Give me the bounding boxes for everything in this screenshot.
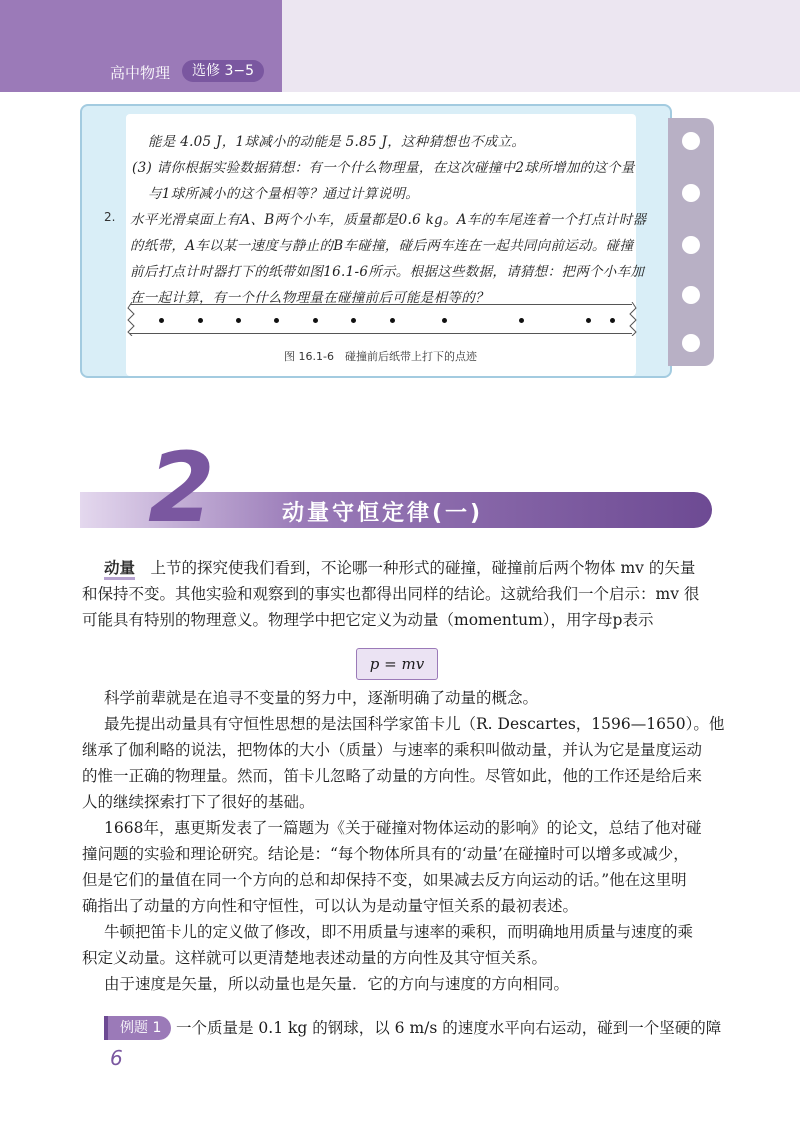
paragraph-line: 和保持不变。其他实验和观察到的事实也都得出同样的结论。这就给我们一个启示：mv 很 bbox=[82, 585, 700, 603]
book-volume-badge: 选修 3−5 bbox=[182, 60, 264, 82]
tape-torn-edge-left bbox=[126, 302, 136, 336]
paragraph-line: 牛顿把笛卡儿的定义做了修改，即不用质量与速率的乘积，而明确地用质量与速度的乘 bbox=[104, 923, 694, 941]
binder-hole bbox=[682, 286, 700, 304]
binder-hole bbox=[682, 132, 700, 150]
tape-dot bbox=[198, 318, 203, 323]
binder-hole bbox=[682, 236, 700, 254]
exercise-line: 能是 4.05 J，1球减小的动能是 5.85 J，这种猜想也不成立。 bbox=[148, 134, 526, 150]
tape-dot bbox=[313, 318, 318, 323]
exercise-line: 在一起计算，有一个什么物理量在碰撞前后可能是相等的？ bbox=[130, 290, 489, 306]
example-text: 一个质量是 0.1 kg 的钢球，以 6 m/s 的速度水平向右运动，碰到一个坚硬的障 bbox=[176, 1019, 722, 1037]
section-title: 动量守恒定律(一) bbox=[282, 501, 484, 526]
paragraph-line: 1668年，惠更斯发表了一篇题为《关于碰撞对物体运动的影响》的论文，总结了他对碰 bbox=[104, 819, 702, 837]
section-number: 2 bbox=[148, 432, 215, 544]
tape-dot bbox=[236, 318, 241, 323]
exercise-item-number: 2. bbox=[104, 210, 116, 224]
binder-hole bbox=[682, 334, 700, 352]
paragraph-line: 人的继续探索打下了很好的基础。 bbox=[82, 793, 315, 811]
paragraph-text: 上节的探究使我们看到，不论哪一种形式的碰撞，碰撞前后两个物体 mv 的矢量 bbox=[150, 559, 696, 577]
header-right-band bbox=[282, 0, 800, 92]
paragraph-line: 但是它们的量值在同一个方向的总和却保持不变，如果减去反方向运动的话。”他在这里明 bbox=[82, 871, 687, 889]
exercise-line: 水平光滑桌面上有A、B两个小车，质量都是0.6 kg。A车的车尾连着一个打点计时器 bbox=[130, 212, 647, 228]
paragraph-line: 由于速度是矢量，所以动量也是矢量．它的方向与速度的方向相同。 bbox=[104, 975, 570, 993]
example-label: 例题 1 bbox=[104, 1016, 171, 1040]
paragraph-line: 科学前辈就是在追寻不变量的努力中，逐渐明确了动量的概念。 bbox=[104, 689, 539, 707]
book-subject: 高中物理 bbox=[110, 64, 171, 82]
tape-dot bbox=[390, 318, 395, 323]
page-number: 6 bbox=[110, 1046, 123, 1070]
exercise-line: 前后打点计时器打下的纸带如图16.1-6所示。根据这些数据，请猜想：把两个小车加 bbox=[130, 264, 645, 280]
paragraph-line bbox=[104, 556, 695, 580]
tape-torn-edge-right bbox=[628, 302, 638, 336]
momentum-formula: p = mv bbox=[356, 648, 438, 680]
paragraph-line: 积定义动量。这样就可以更清楚地表述动量的方向性及其守恒关系。 bbox=[82, 949, 548, 967]
paragraph-line: 的惟一正确的物理量。然而，笛卡儿忽略了动量的方向性。尽管如此，他的工作还是给后来 bbox=[82, 767, 703, 785]
paragraph-line: 可能具有特别的物理意义。物理学中把它定义为动量（momentum），用字母p表示 bbox=[82, 611, 654, 629]
exercise-line: (3) 请你根据实验数据猜想：有一个什么物理量，在这次碰撞中2球所增加的这个量 bbox=[132, 160, 635, 176]
paragraph-line: 确指出了动量的方向性和守恒性，可以认为是动量守恒关系的最初表述。 bbox=[82, 897, 579, 915]
paragraph-line: 撞问题的实验和理论研究。结论是：“每个物体所具有的‘动量’在碰撞时可以增多或减少， bbox=[82, 845, 689, 863]
figure-caption: 图 16.1-6 碰撞前后纸带上打下的点迹 bbox=[284, 350, 477, 363]
exercise-line: 的纸带，A车以某一速度与静止的B车碰撞，碰后两车连在一起共同向前运动。碰撞 bbox=[130, 238, 634, 254]
paper-tape bbox=[130, 304, 632, 334]
keyword-momentum: 动量 bbox=[104, 559, 135, 580]
paragraph-line: 继承了伽利略的说法，把物体的大小（质量）与速率的乘积叫做动量，并认为它是量度运动 bbox=[82, 741, 703, 759]
exercise-line: 与1球所减小的这个量相等？通过计算说明。 bbox=[148, 186, 420, 202]
paragraph-line: 最先提出动量具有守恒性思想的是法国科学家笛卡儿（R. Descartes，1596—1650）。他 bbox=[104, 715, 725, 733]
binder-hole bbox=[682, 184, 700, 202]
